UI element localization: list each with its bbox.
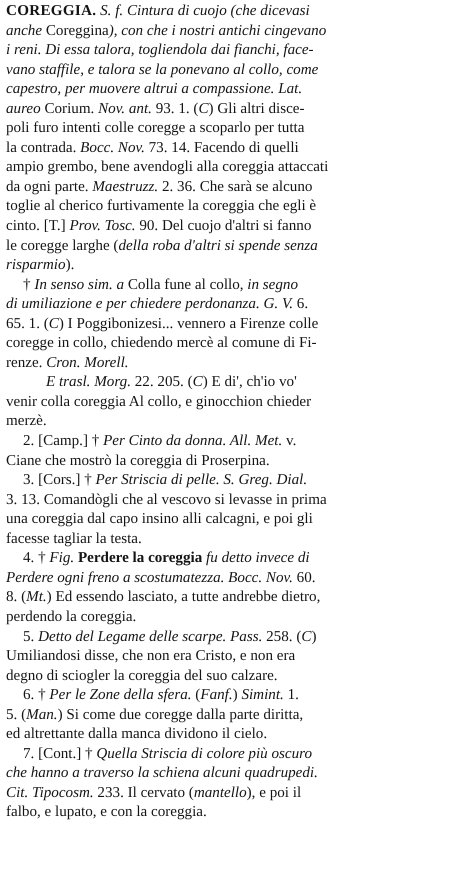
text-line bbox=[6, 119, 467, 139]
text-segment: Maestruzz. bbox=[92, 178, 159, 195]
headword: COREGGIA. bbox=[6, 3, 97, 19]
text-segment: ). bbox=[65, 257, 75, 274]
text-segment: † bbox=[23, 276, 35, 293]
text-line bbox=[6, 452, 467, 472]
text-segment: 8. ( bbox=[6, 589, 27, 606]
text-segment: ed altrettante dalla manca dividono il cielo. bbox=[6, 726, 268, 743]
text-segment: Nov. ant. bbox=[98, 100, 152, 117]
text-line bbox=[6, 139, 467, 159]
text-line bbox=[6, 608, 467, 628]
text-segment: Corium. bbox=[44, 100, 99, 117]
text-line bbox=[6, 41, 467, 61]
text-segment: 3. 13. Comandògli che al vescovo si levasse in prima bbox=[6, 491, 327, 508]
text-segment: 60. bbox=[292, 569, 316, 586]
text-segment: venir colla coreggia Al collo, e ginocchion chieder bbox=[6, 393, 312, 410]
text-segment: ampio grembo, bene avendogli alla coreggia attaccati bbox=[6, 159, 329, 176]
text-line bbox=[6, 706, 467, 726]
text-segment: capestro, per muovere altrui a compassione. Lat. bbox=[6, 81, 303, 98]
text-segment: C bbox=[192, 374, 203, 391]
text-line bbox=[6, 237, 467, 257]
text-segment: S. f. Cintura di cuojo (che dicevasi bbox=[100, 3, 310, 19]
text-segment: ) Gli altri disce- bbox=[208, 100, 305, 117]
text-segment: merzè. bbox=[6, 413, 47, 430]
text-segment: 22. 205. ( bbox=[130, 374, 193, 391]
text-line bbox=[6, 432, 467, 452]
text-segment: Perdere ogni freno a scostumatezza. Bocc. Nov. bbox=[6, 569, 293, 586]
text-segment: della roba d'altri si spende senza bbox=[118, 237, 318, 254]
text-segment: Mt. bbox=[26, 589, 47, 606]
text-line bbox=[6, 80, 467, 100]
text-segment: ) bbox=[311, 628, 317, 645]
text-segment: facesse tagliar la testa. bbox=[6, 530, 142, 547]
text-segment: renze. bbox=[6, 354, 47, 371]
text-segment: In senso sim. a bbox=[34, 276, 125, 293]
text-segment: 6. bbox=[293, 296, 309, 313]
text-segment: Umiliandosi disse, che non era Cristo, e non era bbox=[6, 648, 296, 665]
text-segment: vano staffile, e talora se la ponevano al collo, come bbox=[6, 61, 319, 78]
text-line bbox=[6, 2, 467, 22]
text-segment: cinto. [T.] bbox=[6, 218, 70, 235]
text-segment: Simint. bbox=[241, 687, 284, 704]
text-segment: di umiliazione e per chiedere perdonanza. G. V. bbox=[6, 296, 294, 313]
text-line bbox=[6, 334, 467, 354]
text-segment: 2. [Camp.] † bbox=[23, 433, 104, 450]
text-segment: Cit. Tipocosm. bbox=[6, 784, 94, 801]
text-segment: 5. ( bbox=[6, 706, 27, 723]
text-segment: ( bbox=[191, 687, 201, 704]
text-segment: Per Striscia di pelle. S. Greg. Dial. bbox=[95, 472, 308, 489]
text-segment: falbo, e lupato, e con la coreggia. bbox=[6, 804, 207, 821]
text-segment: ) Ed essendo lasciato, a tutte andrebbe dietro, bbox=[46, 589, 321, 606]
text-segment: la contrada. bbox=[6, 139, 81, 156]
text-segment: 73. 14. Facendo di quelli bbox=[144, 139, 299, 156]
text-line bbox=[6, 510, 467, 530]
text-segment: Cron. Morell. bbox=[46, 354, 129, 371]
text-segment: degno di sciogler la coreggia del suo calzare. bbox=[6, 667, 278, 684]
dictionary-entry-coreggia bbox=[6, 2, 467, 823]
text-line bbox=[6, 315, 467, 335]
text-line bbox=[6, 745, 467, 765]
text-segment: Ciane che mostrò la coreggia di Proserpina. bbox=[6, 452, 270, 469]
text-line bbox=[6, 276, 467, 296]
text-segment: Quella Striscia di colore più oscuro bbox=[96, 745, 312, 762]
text-segment: in segno bbox=[247, 276, 299, 293]
text-segment: 258. ( bbox=[262, 628, 302, 645]
text-line bbox=[6, 158, 467, 178]
text-segment: v. bbox=[282, 433, 297, 450]
text-line bbox=[6, 22, 467, 42]
text-segment: ), con che i nostri antichi cingevano bbox=[108, 22, 327, 39]
text-segment: Prov. Tosc. bbox=[69, 218, 136, 235]
text-segment: Detto del Legame delle scarpe. Pass. bbox=[38, 628, 263, 645]
text-segment: anche bbox=[6, 22, 46, 39]
text-segment: 233. Il cervato ( bbox=[93, 784, 194, 801]
text-segment: Per Cinto da donna. All. Met. bbox=[103, 433, 283, 450]
text-segment: una coreggia dal capo insino alli calcagni, e poi gli bbox=[6, 511, 313, 528]
text-segment: fu detto invece di bbox=[202, 550, 310, 567]
text-line bbox=[6, 686, 467, 706]
text-segment: 3. [Cors.] † bbox=[23, 472, 96, 489]
text-segment: E trasl. Morg. bbox=[46, 374, 131, 391]
text-segment: Coreggina bbox=[45, 22, 109, 39]
text-segment: 2. 36. Che sarà se alcuno bbox=[158, 178, 313, 195]
text-segment: C bbox=[48, 315, 59, 332]
text-segment: 6. † bbox=[23, 687, 50, 704]
text-line bbox=[6, 647, 467, 667]
text-segment: che hanno a traverso la schiena alcuni quadrupedi. bbox=[6, 765, 318, 782]
text-line bbox=[6, 373, 467, 393]
text-line bbox=[6, 725, 467, 745]
text-segment: perdendo la coreggia. bbox=[6, 608, 137, 625]
text-line bbox=[6, 549, 467, 569]
text-segment: 4. † bbox=[23, 550, 50, 567]
text-line bbox=[6, 61, 467, 81]
text-line bbox=[6, 100, 467, 120]
text-segment: 1. bbox=[283, 687, 299, 704]
text-segment: risparmio bbox=[6, 257, 66, 274]
text-line bbox=[6, 256, 467, 276]
text-line bbox=[6, 764, 467, 784]
text-segment: 93. 1. ( bbox=[151, 100, 199, 117]
text-segment: 7. [Cont.] † bbox=[23, 745, 97, 762]
text-segment: Colla fune al collo, bbox=[124, 276, 248, 293]
text-segment: 65. 1. ( bbox=[6, 315, 49, 332]
text-line bbox=[6, 803, 467, 823]
text-line bbox=[6, 393, 467, 413]
text-segment: Bocc. Nov. bbox=[80, 139, 145, 156]
text-line bbox=[6, 569, 467, 589]
text-line bbox=[6, 412, 467, 432]
text-segment: C bbox=[198, 100, 209, 117]
text-segment: aureo bbox=[6, 100, 45, 117]
text-line bbox=[6, 178, 467, 198]
text-segment: Man. bbox=[26, 706, 58, 723]
text-line bbox=[6, 628, 467, 648]
text-segment: Fanf. bbox=[200, 687, 233, 704]
text-segment: ) E di', ch'io vo' bbox=[202, 374, 297, 391]
text-segment: Perdere la coreggia bbox=[77, 550, 203, 567]
text-segment: mantello bbox=[193, 784, 247, 801]
text-segment: 5. bbox=[23, 628, 39, 645]
text-line bbox=[6, 530, 467, 550]
text-segment: coregge in collo, chiedendo mercè al comune di Fi- bbox=[6, 335, 317, 352]
text-line bbox=[6, 295, 467, 315]
text-segment: 90. Del cuojo d'altri si fanno bbox=[135, 218, 312, 235]
text-segment: C bbox=[301, 628, 312, 645]
text-segment: Fig. bbox=[49, 550, 75, 567]
text-segment: ) Si come due coregge dalla parte diritta, bbox=[57, 706, 304, 723]
text-line bbox=[6, 217, 467, 237]
text-segment: le coregge larghe ( bbox=[6, 237, 119, 254]
text-line bbox=[6, 667, 467, 687]
text-segment: ), e poi il bbox=[246, 784, 302, 801]
text-line bbox=[6, 784, 467, 804]
text-segment: ) I Poggibonizesi... vennero a Firenze colle bbox=[58, 315, 319, 332]
text-line bbox=[6, 491, 467, 511]
text-segment: i reni. Di essa talora, togliendola dai fianchi, face- bbox=[6, 42, 314, 59]
text-segment: da ogni parte. bbox=[6, 178, 93, 195]
text-segment: toglie al cherico furtivamente la coreggia che egli è bbox=[6, 198, 317, 215]
text-segment: poli furo intenti colle coregge a scoparlo per tutta bbox=[6, 120, 305, 137]
text-line bbox=[6, 197, 467, 217]
text-line bbox=[6, 471, 467, 491]
text-line bbox=[6, 588, 467, 608]
text-segment: Per le Zone della sfera. bbox=[49, 687, 192, 704]
text-segment: ) bbox=[232, 687, 242, 704]
text-line bbox=[6, 354, 467, 374]
